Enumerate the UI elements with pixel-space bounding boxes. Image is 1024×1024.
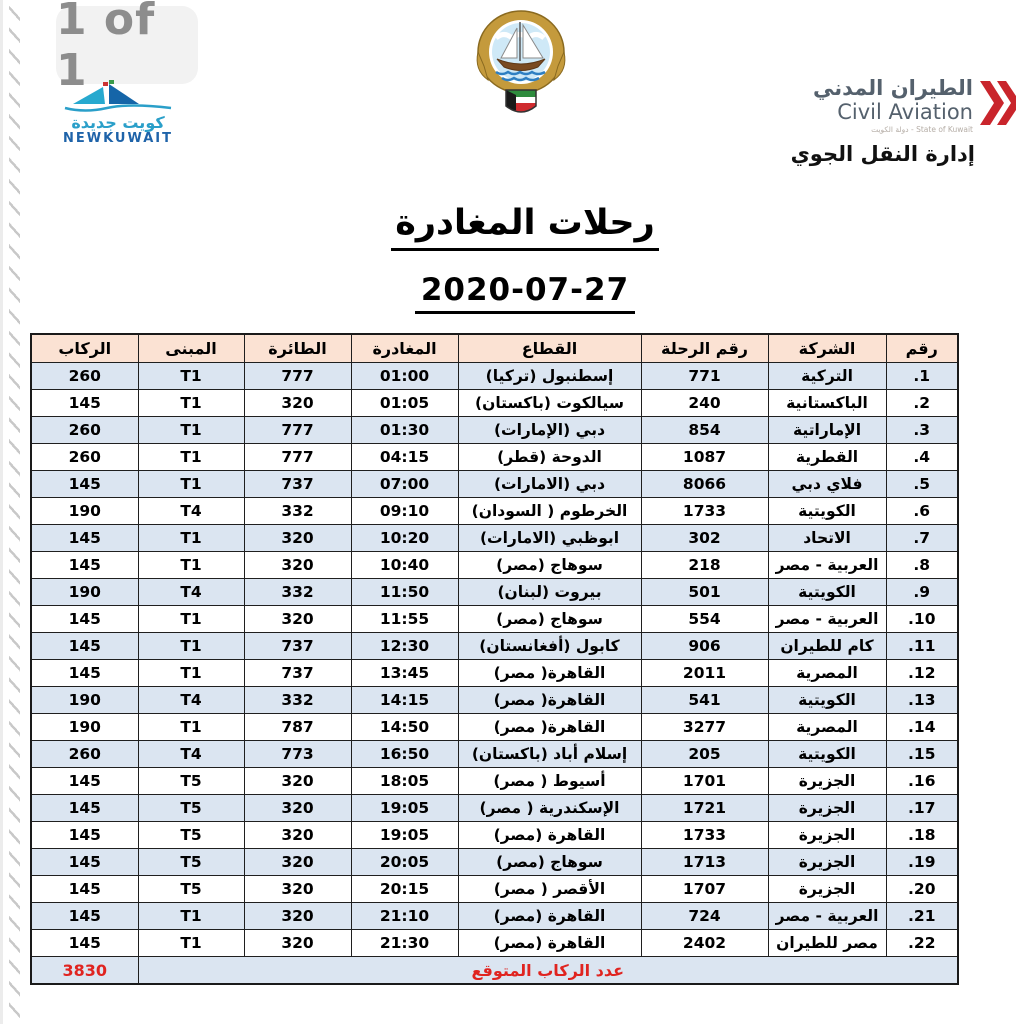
cell-terminal: T1	[138, 471, 244, 498]
cell-terminal: T1	[138, 606, 244, 633]
cell-flight: 1733	[641, 822, 768, 849]
cell-airline: مصر للطيران	[768, 930, 886, 957]
cell-time: 20:05	[351, 849, 458, 876]
cell-airline: الجزيرة	[768, 876, 886, 903]
table-row	[31, 363, 958, 390]
flights-table-container	[30, 333, 957, 985]
cell-flight: 1707	[641, 876, 768, 903]
cell-flight: 240	[641, 390, 768, 417]
cell-sector: القاهرة( مصر)	[458, 687, 641, 714]
cell-time: 13:45	[351, 660, 458, 687]
cell-time: 10:40	[351, 552, 458, 579]
table-row	[31, 498, 958, 525]
cell-pax: 190	[31, 579, 138, 606]
cell-num: .15	[886, 741, 958, 768]
cell-aircraft: 773	[244, 741, 351, 768]
cell-terminal: T1	[138, 552, 244, 579]
cell-flight: 302	[641, 525, 768, 552]
cell-sector: سوهاج (مصر)	[458, 849, 641, 876]
table-row	[31, 579, 958, 606]
cell-aircraft: 737	[244, 660, 351, 687]
cell-pax: 145	[31, 849, 138, 876]
cell-flight: 771	[641, 363, 768, 390]
cell-sector: الإسكندرية ( مصر)	[458, 795, 641, 822]
cell-flight: 1721	[641, 795, 768, 822]
cell-terminal: T5	[138, 849, 244, 876]
cell-sector: القاهرة (مصر)	[458, 930, 641, 957]
cell-terminal: T5	[138, 876, 244, 903]
cell-flight: 2402	[641, 930, 768, 957]
expected-passengers-total: 3830	[31, 957, 138, 985]
cell-time: 01:00	[351, 363, 458, 390]
cell-num: .18	[886, 822, 958, 849]
table-row	[31, 471, 958, 498]
cell-airline: العربية - مصر	[768, 552, 886, 579]
cell-airline: المصرية	[768, 660, 886, 687]
cell-aircraft: 320	[244, 849, 351, 876]
date-row	[30, 272, 1020, 314]
cell-num: .20	[886, 876, 958, 903]
cell-pax: 260	[31, 363, 138, 390]
cell-num: .10	[886, 606, 958, 633]
column-header: رقم	[886, 334, 958, 363]
cell-airline: الجزيرة	[768, 849, 886, 876]
page-indicator-badge	[56, 0, 198, 96]
cell-airline: المصرية	[768, 714, 886, 741]
cell-airline: الباكستانية	[768, 390, 886, 417]
cell-terminal: T4	[138, 498, 244, 525]
cell-num: .21	[886, 903, 958, 930]
new-kuwait-logo	[52, 80, 184, 145]
cell-airline: العربية - مصر	[768, 606, 886, 633]
cell-sector: القاهرة (مصر)	[458, 903, 641, 930]
cell-time: 19:05	[351, 822, 458, 849]
cell-flight: 1701	[641, 768, 768, 795]
cell-pax: 260	[31, 417, 138, 444]
cell-airline: التركية	[768, 363, 886, 390]
cell-time: 11:50	[351, 579, 458, 606]
column-header: الشركة	[768, 334, 886, 363]
cell-sector: الخرطوم ( السودان)	[458, 498, 641, 525]
page-edge-shadow	[0, 0, 3, 1024]
cell-airline: الجزيرة	[768, 822, 886, 849]
cell-num: .9	[886, 579, 958, 606]
cell-terminal: T1	[138, 390, 244, 417]
cell-terminal: T1	[138, 633, 244, 660]
civil-aviation-english-label: Civil Aviation	[837, 100, 973, 125]
title-row	[30, 203, 1020, 251]
cell-aircraft: 787	[244, 714, 351, 741]
flights-table	[30, 333, 959, 985]
table-row	[31, 930, 958, 957]
cell-num: .17	[886, 795, 958, 822]
cell-flight: 854	[641, 417, 768, 444]
cell-sector: بيروت (لبنان)	[458, 579, 641, 606]
table-row	[31, 849, 958, 876]
table-row	[31, 417, 958, 444]
cell-terminal: T4	[138, 687, 244, 714]
table-row	[31, 822, 958, 849]
cell-pax: 145	[31, 660, 138, 687]
cell-pax: 145	[31, 876, 138, 903]
cell-terminal: T4	[138, 741, 244, 768]
department-title: إدارة النقل الجوي	[790, 142, 975, 166]
cell-sector: الدوحة (قطر)	[458, 444, 641, 471]
cell-sector: سوهاج (مصر)	[458, 552, 641, 579]
column-header: المبنى	[138, 334, 244, 363]
cell-time: 16:50	[351, 741, 458, 768]
table-row	[31, 633, 958, 660]
cell-aircraft: 320	[244, 822, 351, 849]
cell-num: .7	[886, 525, 958, 552]
cell-pax: 145	[31, 390, 138, 417]
cell-pax: 145	[31, 633, 138, 660]
cell-airline: الكويتية	[768, 741, 886, 768]
cell-time: 04:15	[351, 444, 458, 471]
new-kuwait-english-label: NEWKUWAIT	[62, 131, 174, 146]
cell-pax: 190	[31, 687, 138, 714]
civil-aviation-arabic-label: الطيران المدني	[812, 76, 973, 100]
cell-terminal: T1	[138, 525, 244, 552]
cell-pax: 145	[31, 471, 138, 498]
cell-num: .11	[886, 633, 958, 660]
cell-airline: فلاي دبي	[768, 471, 886, 498]
cell-aircraft: 320	[244, 768, 351, 795]
cell-num: .1	[886, 363, 958, 390]
cell-num: .13	[886, 687, 958, 714]
cell-sector: الأقصر ( مصر)	[458, 876, 641, 903]
cell-flight: 554	[641, 606, 768, 633]
cell-terminal: T1	[138, 417, 244, 444]
cell-flight: 3277	[641, 714, 768, 741]
cell-num: .14	[886, 714, 958, 741]
column-header: المغادرة	[351, 334, 458, 363]
cell-airline: الجزيرة	[768, 768, 886, 795]
cell-num: .8	[886, 552, 958, 579]
cell-aircraft: 777	[244, 363, 351, 390]
cell-sector: القاهرة( مصر)	[458, 660, 641, 687]
cell-pax: 145	[31, 768, 138, 795]
cell-pax: 190	[31, 498, 138, 525]
cell-time: 12:30	[351, 633, 458, 660]
cell-aircraft: 332	[244, 498, 351, 525]
cell-time: 19:05	[351, 795, 458, 822]
cell-num: .16	[886, 768, 958, 795]
cell-aircraft: 320	[244, 903, 351, 930]
cell-airline: الإماراتية	[768, 417, 886, 444]
cell-airline: القطرية	[768, 444, 886, 471]
kuwait-emblem-icon	[466, 6, 576, 120]
cell-airline: الكويتية	[768, 687, 886, 714]
new-kuwait-dhow-icon	[59, 80, 177, 114]
cell-pax: 145	[31, 822, 138, 849]
cell-airline: الجزيرة	[768, 795, 886, 822]
table-row	[31, 768, 958, 795]
cell-terminal: T5	[138, 795, 244, 822]
cell-time: 10:20	[351, 525, 458, 552]
cell-pax: 190	[31, 714, 138, 741]
cell-terminal: T1	[138, 660, 244, 687]
cell-time: 01:30	[351, 417, 458, 444]
cell-time: 18:05	[351, 768, 458, 795]
cell-time: 11:55	[351, 606, 458, 633]
cell-flight: 2011	[641, 660, 768, 687]
column-header: الركاب	[31, 334, 138, 363]
civil-aviation-logo	[813, 76, 1016, 135]
cell-aircraft: 320	[244, 876, 351, 903]
cell-pax: 145	[31, 930, 138, 957]
table-row	[31, 687, 958, 714]
cell-sector: ابوظبي (الامارات)	[458, 525, 641, 552]
cell-terminal: T5	[138, 768, 244, 795]
table-row	[31, 714, 958, 741]
cell-time: 09:10	[351, 498, 458, 525]
cell-time: 07:00	[351, 471, 458, 498]
flights-table-body	[31, 363, 958, 957]
table-footer-row	[31, 957, 958, 985]
torn-edge-decoration	[9, 0, 20, 1024]
cell-aircraft: 320	[244, 552, 351, 579]
table-row	[31, 741, 958, 768]
cell-airline: العربية - مصر	[768, 903, 886, 930]
cell-airline: الاتحاد	[768, 525, 886, 552]
cell-terminal: T5	[138, 822, 244, 849]
cell-pax: 260	[31, 741, 138, 768]
cell-num: .3	[886, 417, 958, 444]
cell-sector: القاهرة( مصر)	[458, 714, 641, 741]
cell-flight: 501	[641, 579, 768, 606]
cell-sector: إسطنبول (تركيا)	[458, 363, 641, 390]
cell-num: .12	[886, 660, 958, 687]
cell-sector: دبي (الإمارات)	[458, 417, 641, 444]
cell-time: 21:30	[351, 930, 458, 957]
cell-time: 20:15	[351, 876, 458, 903]
table-row	[31, 876, 958, 903]
cell-aircraft: 777	[244, 417, 351, 444]
cell-airline: الكويتية	[768, 498, 886, 525]
cell-sector: إسلام أباد (باكستان)	[458, 741, 641, 768]
cell-time: 21:10	[351, 903, 458, 930]
report-date: 2020-07-27	[415, 272, 635, 314]
cell-pax: 145	[31, 606, 138, 633]
cell-aircraft: 320	[244, 525, 351, 552]
table-row	[31, 795, 958, 822]
cell-aircraft: 320	[244, 795, 351, 822]
cell-sector: كابول (أفغانستان)	[458, 633, 641, 660]
cell-aircraft: 737	[244, 471, 351, 498]
cell-flight: 1713	[641, 849, 768, 876]
cell-num: .22	[886, 930, 958, 957]
cell-num: .4	[886, 444, 958, 471]
cell-num: .19	[886, 849, 958, 876]
cell-sector: القاهرة (مصر)	[458, 822, 641, 849]
cell-terminal: T4	[138, 579, 244, 606]
cell-pax: 145	[31, 525, 138, 552]
cell-flight: 541	[641, 687, 768, 714]
cell-time: 14:50	[351, 714, 458, 741]
cell-num: .2	[886, 390, 958, 417]
cell-terminal: T1	[138, 903, 244, 930]
cell-flight: 205	[641, 741, 768, 768]
cell-terminal: T1	[138, 930, 244, 957]
cell-flight: 1733	[641, 498, 768, 525]
cell-time: 14:15	[351, 687, 458, 714]
cell-terminal: T1	[138, 363, 244, 390]
cell-aircraft: 737	[244, 633, 351, 660]
cell-aircraft: 332	[244, 579, 351, 606]
cell-flight: 8066	[641, 471, 768, 498]
cell-flight: 1087	[641, 444, 768, 471]
cell-aircraft: 320	[244, 930, 351, 957]
table-row	[31, 444, 958, 471]
cell-flight: 906	[641, 633, 768, 660]
cell-pax: 260	[31, 444, 138, 471]
table-row	[31, 606, 958, 633]
cell-time: 01:05	[351, 390, 458, 417]
table-header-row	[31, 334, 958, 363]
cell-terminal: T1	[138, 444, 244, 471]
cell-sector: دبي (الامارات)	[458, 471, 641, 498]
cell-num: .6	[886, 498, 958, 525]
cell-num: .5	[886, 471, 958, 498]
cell-aircraft: 320	[244, 390, 351, 417]
expected-passengers-label: عدد الركاب المتوقع	[138, 957, 958, 985]
cell-pax: 145	[31, 795, 138, 822]
cell-airline: الكويتية	[768, 579, 886, 606]
cell-aircraft: 320	[244, 606, 351, 633]
page-title: رحلات المغادرة	[391, 203, 659, 251]
cell-terminal: T1	[138, 714, 244, 741]
column-header: رقم الرحلة	[641, 334, 768, 363]
cell-aircraft: 332	[244, 687, 351, 714]
new-kuwait-arabic-label: كويت جديدة	[71, 113, 165, 132]
table-row	[31, 525, 958, 552]
cell-pax: 145	[31, 903, 138, 930]
cell-sector: سيالكوت (باكستان)	[458, 390, 641, 417]
table-row	[31, 552, 958, 579]
column-header: القطاع	[458, 334, 641, 363]
table-row	[31, 903, 958, 930]
table-row	[31, 660, 958, 687]
cell-flight: 724	[641, 903, 768, 930]
cell-airline: كام للطيران	[768, 633, 886, 660]
cell-sector: أسيوط ( مصر)	[458, 768, 641, 795]
cell-sector: سوهاج (مصر)	[458, 606, 641, 633]
cell-flight: 218	[641, 552, 768, 579]
civil-aviation-subtitle: دولة الكويت - State of Kuwait	[871, 125, 973, 135]
page-indicator-label: 1 of 1	[56, 0, 156, 96]
table-row	[31, 390, 958, 417]
cell-aircraft: 777	[244, 444, 351, 471]
double-red-chevron-icon	[980, 80, 1016, 126]
column-header: الطائرة	[244, 334, 351, 363]
cell-pax: 145	[31, 552, 138, 579]
